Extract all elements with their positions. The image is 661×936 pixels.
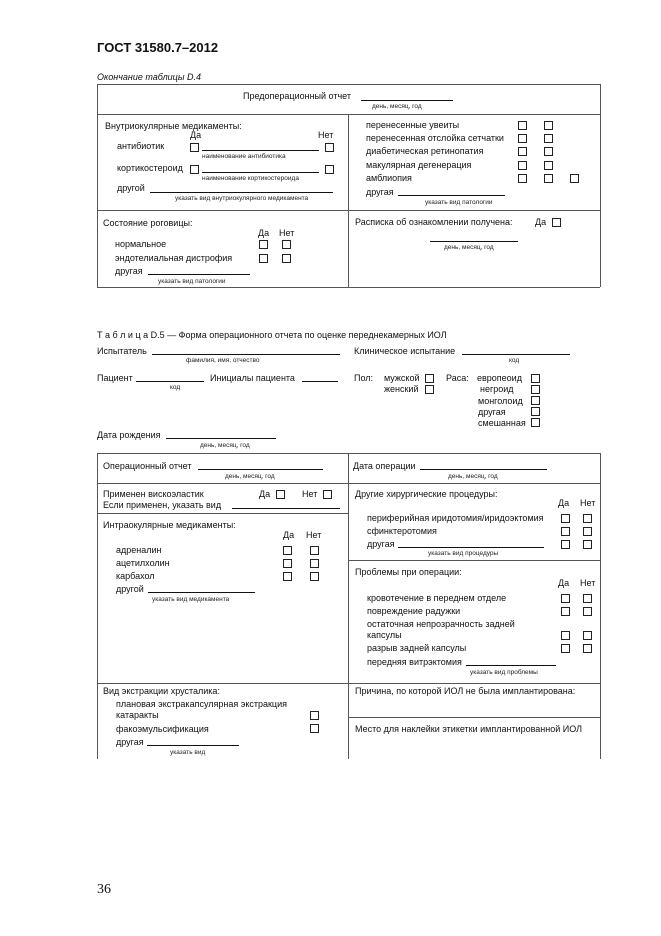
patient-label: Пациент	[97, 373, 133, 383]
capsule-opacity-label-2: капсулы	[367, 630, 402, 640]
corticosteroid-no-checkbox[interactable]	[325, 165, 334, 174]
page-number: 36	[97, 882, 111, 897]
other-extraction-field[interactable]	[147, 745, 239, 746]
proc-yes-header: Да	[558, 498, 570, 508]
clinical-trial-code-hint: код	[509, 357, 520, 364]
adrenaline-yes-checkbox[interactable]	[283, 546, 292, 555]
negroid-label: негроид	[480, 384, 514, 394]
cornea-pathology-hint: указать вид патологии	[158, 278, 226, 285]
receipt-date-field[interactable]	[430, 241, 518, 242]
tester-hint: фамилия, имя, отчество	[186, 357, 260, 364]
phaco-label: факоэмульсификация	[116, 724, 209, 734]
antibiotic-label: антибиотик	[117, 141, 165, 151]
op-report-date-hint: день, месяц, год	[225, 473, 275, 480]
mongoloid-checkbox[interactable]	[531, 396, 540, 405]
other-proc-no-checkbox[interactable]	[583, 540, 592, 549]
diabetic-retinopathy-label: диабетическая ретинопатия	[366, 146, 484, 156]
proc-no-header: Нет	[580, 498, 596, 508]
caption-number: D.5	[150, 330, 165, 340]
normal-label: нормальное	[115, 239, 167, 249]
cornea-other-label: другая	[115, 266, 143, 276]
retinal-detachment-yes-checkbox[interactable]	[518, 134, 527, 143]
male-checkbox[interactable]	[425, 374, 434, 383]
acetylcholine-label: ацетилхолин	[116, 558, 170, 568]
cornea-no-header: Нет	[279, 228, 295, 238]
sphincterotomy-no-checkbox[interactable]	[583, 527, 592, 536]
other-proc-yes-checkbox[interactable]	[561, 540, 570, 549]
meds-yes-header: Да	[283, 530, 295, 540]
other-extraction-label: другая	[116, 737, 144, 747]
uveitis-label: перенесенные увеиты	[366, 120, 460, 130]
sphincterotomy-label: сфинктеротомия	[367, 526, 437, 536]
adrenaline-label: адреналин	[116, 545, 162, 555]
female-checkbox[interactable]	[425, 385, 434, 394]
tester-label: Испытатель	[97, 346, 147, 356]
tester-field[interactable]	[152, 354, 340, 355]
planned-ecce-label-1: плановая экстракапсулярная экстракция	[116, 699, 287, 709]
negroid-checkbox[interactable]	[531, 385, 540, 394]
macular-degeneration-yes-checkbox[interactable]	[518, 161, 527, 170]
patient-code-hint: код	[170, 384, 181, 391]
carbachol-label: карбахол	[116, 571, 155, 581]
corticosteroid-name-field[interactable]	[202, 172, 319, 173]
retinal-detachment-label: перенесенная отслойка сетчатки	[366, 133, 504, 143]
op-date-label: Дата операции	[353, 461, 416, 471]
other-med-d5-label: другой	[116, 584, 144, 594]
problems-yes-header: Да	[558, 578, 570, 588]
male-label: мужской	[384, 373, 420, 383]
amblyopia-checkbox-3[interactable]	[570, 174, 579, 183]
proc-hint: указать вид процедуры	[428, 550, 499, 557]
preop-date-hint: день, месяц, год	[372, 103, 422, 110]
acetylcholine-no-checkbox[interactable]	[310, 559, 319, 568]
other-race-label: другая	[478, 407, 506, 417]
op-report-date-field[interactable]	[198, 469, 323, 470]
viscoelastic-yes-label: Да	[259, 489, 271, 499]
yes-header: Да	[190, 130, 202, 140]
pathology-hint: указать вид патологии	[425, 199, 493, 206]
endothelial-yes-checkbox[interactable]	[259, 254, 268, 263]
retinal-detachment-no-checkbox[interactable]	[544, 134, 553, 143]
patient-initials-field[interactable]	[302, 381, 338, 382]
vitrectomy-field[interactable]	[466, 665, 556, 666]
viscoelastic-no-checkbox[interactable]	[323, 490, 332, 499]
meds-no-header: Нет	[306, 530, 322, 540]
capsule-opacity-no-checkbox[interactable]	[583, 631, 592, 640]
mixed-label: смешанная	[478, 418, 526, 428]
uveitis-no-checkbox[interactable]	[544, 121, 553, 130]
endothelial-dystrophy-label: эндотелиальная дистрофия	[115, 253, 233, 263]
amblyopia-checkbox-1[interactable]	[518, 174, 527, 183]
capsule-rupture-yes-checkbox[interactable]	[561, 644, 570, 653]
op-date-hint: день, месяц, год	[448, 473, 498, 480]
uveitis-yes-checkbox[interactable]	[518, 121, 527, 130]
table-d5-caption	[97, 330, 447, 341]
specify-hint: указать вид	[170, 749, 206, 756]
phaco-checkbox[interactable]	[310, 724, 319, 733]
other-med-label: другой	[117, 183, 145, 193]
carbachol-no-checkbox[interactable]	[310, 572, 319, 581]
viscoelastic-no-label: Нет	[302, 489, 318, 499]
caption-text: — Форма операционного отчета по оценке переднекамерных ИОЛ	[167, 330, 447, 340]
receipt-label: Расписка об ознакомлении получена:	[355, 217, 513, 227]
iol-not-implanted-label: Причина, по которой ИОЛ не была имплантирована:	[355, 686, 576, 696]
problem-hint: указать вид проблемы	[470, 669, 538, 676]
iridotomy-label: периферийная иридотомия/иридоэктомия	[367, 513, 544, 523]
diabetic-retinopathy-yes-checkbox[interactable]	[518, 147, 527, 156]
caption-prefix: Т а б л и ц а	[97, 330, 149, 340]
vitrectomy-label: передняя витрэктомия	[367, 657, 462, 667]
iris-damage-label: повреждение радужки	[367, 606, 461, 616]
cornea-yes-header: Да	[258, 228, 270, 238]
document-header: ГОСТ 31580.7–2012	[97, 40, 219, 55]
viscoelastic-type-label: Если применен, указать вид	[103, 500, 222, 510]
op-problems-label: Проблемы при операции:	[355, 567, 462, 577]
macular-degeneration-no-checkbox[interactable]	[544, 161, 553, 170]
receipt-yes-label: Да	[535, 217, 547, 227]
viscoelastic-type-field[interactable]	[232, 508, 340, 509]
iridotomy-yes-checkbox[interactable]	[561, 514, 570, 523]
intraocular-meds-d5-label: Интраокулярные медикаменты:	[103, 520, 236, 530]
other-med-d5-field[interactable]	[148, 592, 255, 593]
antibiotic-yes-checkbox[interactable]	[190, 143, 199, 152]
other-race-checkbox[interactable]	[531, 407, 540, 416]
iridotomy-no-checkbox[interactable]	[583, 514, 592, 523]
preop-date-field[interactable]	[361, 100, 453, 101]
op-date-field[interactable]	[420, 469, 547, 470]
carbachol-yes-checkbox[interactable]	[283, 572, 292, 581]
antibiotic-no-checkbox[interactable]	[325, 143, 334, 152]
normal-yes-checkbox[interactable]	[259, 240, 268, 249]
europeoid-label: европеоид	[477, 373, 522, 383]
sex-label: Пол:	[354, 373, 374, 383]
other-pathology-label: другая	[366, 187, 394, 197]
amblyopia-label: амблиопия	[366, 173, 412, 183]
iris-damage-yes-checkbox[interactable]	[561, 607, 570, 616]
planned-ecce-checkbox[interactable]	[310, 711, 319, 720]
table-d4-caption: Окончание таблицы D.4	[97, 72, 201, 82]
corticosteroid-hint: наименование кортикостероида	[202, 175, 299, 182]
preop-report-label: Предоперационный отчет	[243, 91, 351, 101]
hemorrhage-yes-checkbox[interactable]	[561, 594, 570, 603]
corticosteroid-label: кортикостероид	[117, 163, 183, 173]
clinical-trial-field[interactable]	[462, 354, 570, 355]
clinical-trial-label: Клиническое испытание	[354, 346, 456, 356]
patient-code-field[interactable]	[136, 381, 204, 382]
op-report-label: Операционный отчет	[103, 461, 192, 471]
antibiotic-name-field[interactable]	[202, 150, 319, 151]
race-label: Раса:	[446, 373, 469, 383]
capsule-opacity-yes-checkbox[interactable]	[561, 631, 570, 640]
med-hint: указать вид медикамента	[152, 596, 230, 603]
cornea-state-label: Состояние роговицы:	[103, 218, 193, 228]
antibiotic-hint: наименование антибиотика	[202, 153, 286, 160]
iris-damage-no-checkbox[interactable]	[583, 607, 592, 616]
corticosteroid-yes-checkbox[interactable]	[190, 165, 199, 174]
capsule-opacity-label-1: остаточная непрозрачность задней	[367, 619, 515, 629]
intraocular-meds-label: Внутриокулярные медикаменты:	[105, 121, 242, 131]
female-label: женский	[384, 384, 419, 394]
hemorrhage-no-checkbox[interactable]	[583, 594, 592, 603]
mixed-checkbox[interactable]	[531, 418, 540, 427]
label-place-label: Место для наклейки этикетки имплантированной ИОЛ	[355, 724, 583, 734]
no-header: Нет	[318, 130, 334, 140]
other-med-field[interactable]	[150, 192, 333, 193]
other-med-hint: указать вид внутриокулярного медикамента	[175, 195, 309, 202]
viscoelastic-yes-checkbox[interactable]	[276, 490, 285, 499]
other-pathology-field[interactable]	[398, 195, 505, 196]
capsule-rupture-no-checkbox[interactable]	[583, 644, 592, 653]
other-proc-label: другая	[367, 539, 395, 549]
endothelial-no-checkbox[interactable]	[282, 254, 291, 263]
cornea-other-field[interactable]	[148, 274, 250, 275]
viscoelastic-label: Применен вискоэластик	[103, 489, 204, 499]
patient-initials-label: Инициалы пациента	[210, 373, 295, 383]
receipt-date-hint: день, месяц, год	[444, 244, 494, 251]
europeoid-checkbox[interactable]	[531, 374, 540, 383]
birth-date-label: Дата рождения	[97, 430, 161, 440]
hemorrhage-label: кровотечение в переднем отделе	[367, 593, 507, 603]
macular-degeneration-label: макулярная дегенерация	[366, 160, 472, 170]
birth-date-field[interactable]	[166, 438, 276, 439]
mongoloid-label: монголоид	[478, 396, 523, 406]
adrenaline-no-checkbox[interactable]	[310, 546, 319, 555]
normal-no-checkbox[interactable]	[282, 240, 291, 249]
receipt-yes-checkbox[interactable]	[552, 218, 561, 227]
extraction-type-label: Вид экстракции хрусталика:	[103, 686, 220, 696]
amblyopia-checkbox-2[interactable]	[544, 174, 553, 183]
birth-date-hint: день, месяц, год	[200, 442, 250, 449]
other-proc-field[interactable]	[398, 547, 544, 548]
other-procedures-label: Другие хирургические процедуры:	[355, 489, 498, 499]
planned-ecce-label-2: катаракты	[116, 710, 159, 720]
sphincterotomy-yes-checkbox[interactable]	[561, 527, 570, 536]
capsule-rupture-label: разрыв задней капсулы	[367, 643, 467, 653]
acetylcholine-yes-checkbox[interactable]	[283, 559, 292, 568]
problems-no-header: Нет	[580, 578, 596, 588]
diabetic-retinopathy-no-checkbox[interactable]	[544, 147, 553, 156]
